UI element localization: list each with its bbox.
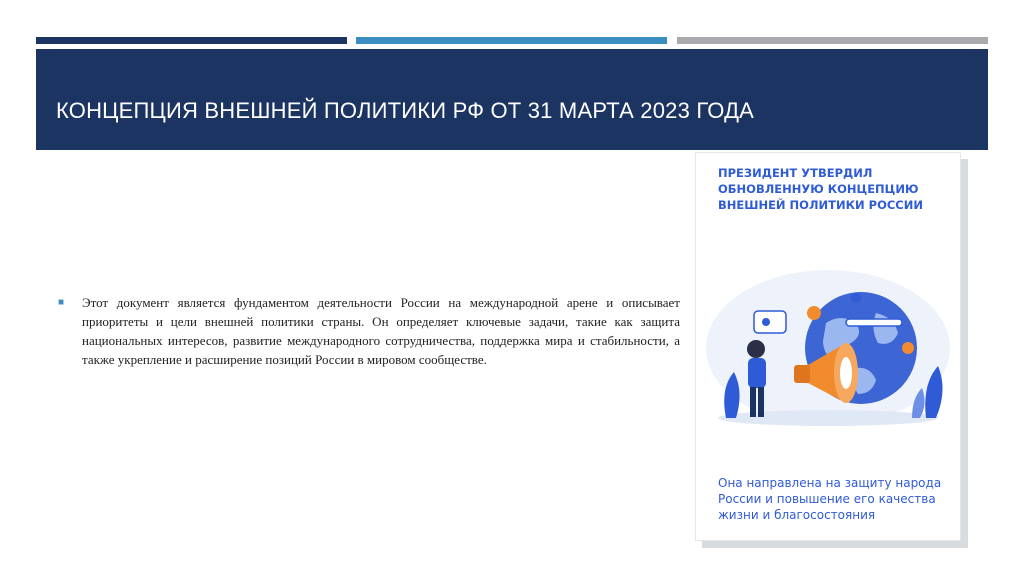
body-text: Этот документ является фундаментом деятельности России на международной арене и описывает приоритеты и цели внешней политики страны. Он определяет ключевые задачи, такие как защита национальных интересов, развитие международного сотрудничества, поддержка мира и стабильности, а также укрепление и расширение позиций России в мировом сообществе. xyxy=(82,295,680,367)
title-band xyxy=(36,49,988,150)
poster-headline: ПРЕЗИДЕНТ УТВЕРДИЛ ОБНОВЛЕННУЮ КОНЦЕПЦИЮ ВНЕШНЕЙ ПОЛИТИКИ РОССИИ xyxy=(718,166,923,212)
poster-image xyxy=(695,152,961,541)
header-stripe-navy xyxy=(36,37,347,44)
header-stripe-light-blue xyxy=(356,37,667,44)
slide-title: КОНЦЕПЦИЯ ВНЕШНЕЙ ПОЛИТИКИ РФ ОТ 31 МАРТА 2023 ГОДА xyxy=(56,97,755,123)
bullet-icon: ■ xyxy=(58,297,65,308)
body-paragraph xyxy=(58,293,680,369)
poster-caption: Она направлена на защиту народа России и повышение его качества жизни и благосостояния xyxy=(718,476,942,522)
globe-megaphone-illustration xyxy=(696,253,960,453)
header-stripe-gray xyxy=(677,37,988,44)
